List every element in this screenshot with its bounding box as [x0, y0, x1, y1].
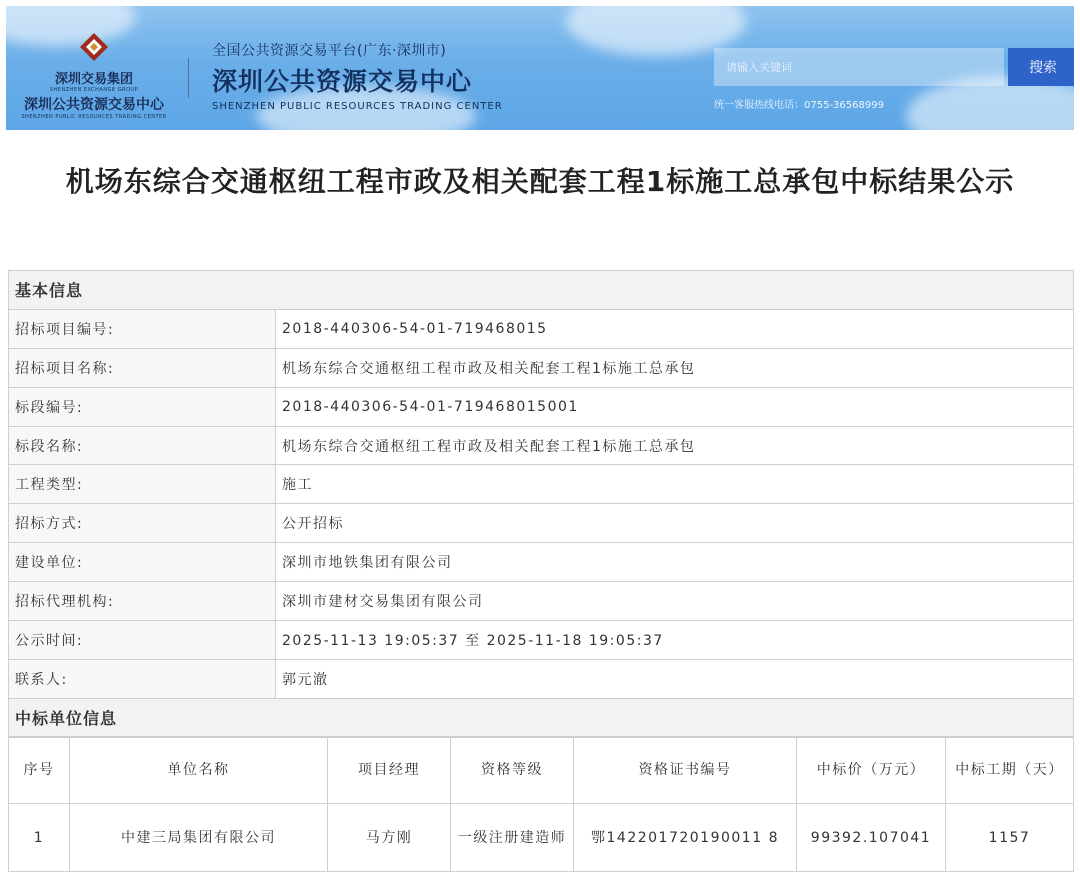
info-value: 施工	[276, 465, 1074, 504]
info-row	[9, 387, 1074, 426]
search-bar	[714, 48, 1074, 86]
col-header-duration: 中标工期（天）	[946, 737, 1074, 804]
logo-line2-sub: SHENZHEN PUBLIC RESOURCES TRADING CENTER	[21, 114, 167, 120]
search-button[interactable]: 搜索	[1008, 48, 1074, 86]
basic-info-section-title: 基本信息	[9, 271, 1074, 310]
info-label: 招标代理机构:	[9, 582, 276, 621]
cell-manager: 马方刚	[328, 804, 451, 872]
cell-qualification: 一级注册建造师	[451, 804, 574, 872]
search-input[interactable]	[714, 48, 1004, 86]
platform-title-block[interactable]	[212, 40, 503, 112]
info-value: 公开招标	[276, 504, 1074, 543]
info-label: 建设单位:	[9, 543, 276, 582]
basic-info-table	[8, 270, 1074, 738]
info-label: 招标方式:	[9, 504, 276, 543]
info-row	[9, 543, 1074, 582]
info-row	[9, 659, 1074, 698]
col-header-qualification: 资格等级	[451, 737, 574, 804]
info-label: 工程类型:	[9, 465, 276, 504]
winner-header-row	[9, 737, 1074, 804]
winner-info-section-title: 中标单位信息	[9, 698, 1074, 737]
col-header-certificate: 资格证书编号	[574, 737, 797, 804]
cell-price: 99392.107041	[797, 804, 946, 872]
winner-table	[8, 736, 1074, 872]
col-header-manager: 项目经理	[328, 737, 451, 804]
info-value: 机场东综合交通枢纽工程市政及相关配套工程1标施工总承包	[276, 348, 1074, 387]
group-logo[interactable]	[14, 32, 174, 118]
logo-line2: 深圳公共资源交易中心	[24, 97, 164, 113]
col-header-index: 序号	[9, 737, 70, 804]
info-row	[9, 465, 1074, 504]
info-row	[9, 582, 1074, 621]
info-label: 标段编号:	[9, 387, 276, 426]
group-logo-icon	[79, 32, 109, 62]
info-value: 2025-11-13 19:05:37 至 2025-11-18 19:05:37	[276, 621, 1074, 660]
info-label: 标段名称:	[9, 426, 276, 465]
table-row	[9, 804, 1074, 872]
info-row	[9, 426, 1074, 465]
info-value: 深圳市地铁集团有限公司	[276, 543, 1074, 582]
header-divider	[188, 58, 189, 98]
platform-subtitle: 全国公共资源交易平台(广东·深圳市)	[212, 43, 447, 59]
cell-index: 1	[9, 804, 70, 872]
info-row	[9, 504, 1074, 543]
header-banner	[6, 6, 1074, 130]
col-header-company: 单位名称	[70, 737, 328, 804]
logo-line1-sub: SHENZHEN EXCHANGE GROUP	[49, 87, 139, 93]
page-title: 机场东综合交通枢纽工程市政及相关配套工程1标施工总承包中标结果公示	[65, 165, 1015, 198]
info-row	[9, 348, 1074, 387]
service-hotline: 统一客服热线电话：0755-36568999	[714, 100, 884, 111]
info-row	[9, 621, 1074, 660]
info-label: 公示时间:	[9, 621, 276, 660]
section-header-row	[9, 698, 1074, 737]
info-value: 2018-440306-54-01-719468015001	[276, 387, 1074, 426]
col-header-price: 中标价（万元）	[797, 737, 946, 804]
info-value: 郭元澈	[276, 659, 1074, 698]
cell-duration: 1157	[946, 804, 1074, 872]
info-label: 招标项目编号:	[9, 309, 276, 348]
section-header-row	[9, 271, 1074, 310]
logo-line1: 深圳交易集团	[54, 72, 133, 87]
info-label: 招标项目名称:	[9, 348, 276, 387]
platform-english-title: SHENZHEN PUBLIC RESOURCES TRADING CENTER	[212, 101, 503, 112]
platform-title: 深圳公共资源交易中心	[212, 67, 473, 96]
info-row	[9, 309, 1074, 348]
cell-company: 中建三局集团有限公司	[70, 804, 328, 872]
info-label: 联系人:	[9, 659, 276, 698]
info-value: 2018-440306-54-01-719468015	[276, 309, 1074, 348]
info-value: 机场东综合交通枢纽工程市政及相关配套工程1标施工总承包	[276, 426, 1074, 465]
info-value: 深圳市建材交易集团有限公司	[276, 582, 1074, 621]
cell-certificate: 鄂142201720190011 8	[574, 804, 797, 872]
